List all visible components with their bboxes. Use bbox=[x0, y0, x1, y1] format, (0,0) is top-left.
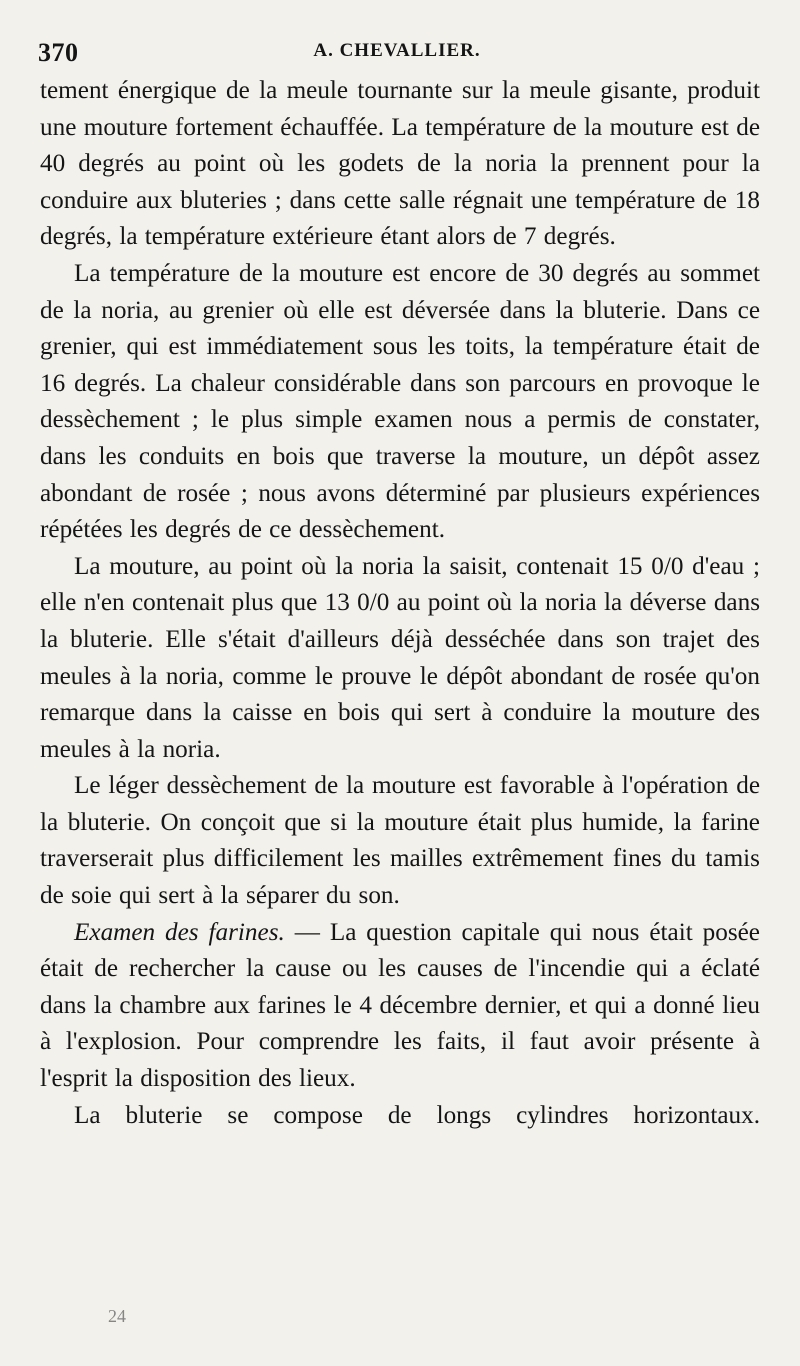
paragraph-2: La température de la mouture est encore de 30 degrés au sommet de la noria, au grenier où elle est déversée dans la bluterie. Dans ce grenier, qui est immédiatement sous les toits, la température était de 16 degrés. La chaleur considérable dans son parcours en provoque le dessèchement ; le plus simple examen nous a permis de constater, dans les conduits en bois que traverse la mouture, un dépôt assez abondant de rosée ; nous avons déterminé par plusieurs expériences répétées les degrés de ce dessèchement. bbox=[40, 259, 760, 544]
paragraph-1: tement énergique de la meule tournante sur la meule gisante, produit une mouture fortement échauffée. La température de la mouture est de 40 degrés au point où les godets de la noria la prennent pour la conduire aux bluteries ; dans cette salle régnait une température de 18 degrés, la température extérieure étant alors de 7 degrés. bbox=[40, 77, 760, 251]
paragraph-5 bbox=[40, 915, 760, 1098]
paragraph-3: La mouture, au point où la noria la saisit, contenait 15 0/0 d'eau ; elle n'en contenait plus que 13 0/0 au point où la noria la déverse dans la bluterie. Elle s'était d'ailleurs déjà desséchée dans son trajet des meules à la noria, comme le prouve le dépôt abondant de rosée qu'on remarque dans la caisse en bois qui sert à conduire la mouture des meules à la noria. bbox=[40, 552, 760, 763]
paragraph-5-text: — La question capitale qui nous était posée était de rechercher la cause ou les causes de l'incendie qui a éclaté dans la chambre aux farines le 4 décembre dernier, et qui a donné lieu à l'explosion. Pour comprendre les faits, il faut avoir présente à l'esprit la disposition des lieux. bbox=[40, 918, 760, 1093]
running-head: A. CHEVALLIER. bbox=[313, 40, 481, 61]
section-heading-examen-des-farines: Examen des farines. bbox=[74, 918, 285, 946]
signature-mark: 24 bbox=[108, 1306, 126, 1326]
paragraph-6: La bluterie se compose de longs cylindres horizontaux. bbox=[74, 1101, 760, 1129]
page-number: 370 bbox=[38, 38, 79, 67]
body-text bbox=[40, 73, 760, 1134]
page-header bbox=[38, 38, 756, 68]
paragraph-4: Le léger dessèchement de la mouture est favorable à l'opération de la bluterie. On conçoit que si la mouture était plus humide, la farine traverserait plus difficilement les mailles extrêmement fines du tamis de soie qui sert à la séparer du son. bbox=[40, 772, 760, 910]
